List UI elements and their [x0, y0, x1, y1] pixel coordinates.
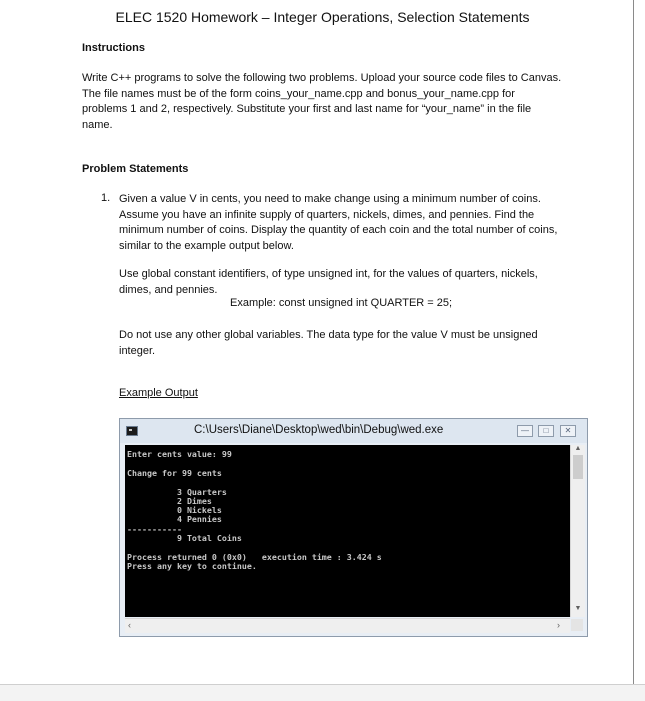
example-output-label: Example Output — [119, 387, 198, 399]
console-line: Process returned 0 (0x0) execution time : 3.424 s — [127, 552, 382, 562]
page-edge — [633, 0, 634, 700]
example-code-line: Example: const unsigned int QUARTER = 25; — [230, 297, 453, 309]
chevron-up-icon[interactable]: ▲ — [574, 445, 582, 452]
chevron-right-icon[interactable]: › — [557, 620, 560, 630]
console-separator: ----------- — [127, 524, 182, 534]
minimize-icon[interactable]: — — [517, 425, 533, 437]
console-line: 3 Quarters — [127, 487, 227, 497]
console-window — [119, 418, 588, 637]
chevron-left-icon[interactable]: ‹ — [128, 620, 131, 630]
console-app-icon — [126, 426, 138, 436]
console-line: 4 Pennies — [127, 514, 222, 524]
problem-statements-heading: Problem Statements — [82, 163, 189, 175]
constants-paragraph: Use global constant identifiers, of type unsigned int, for the values of quarters, nickels, dimes, and pennies. — [119, 268, 538, 296]
console-title: C:\Users\Diane\Desktop\wed\bin\Debug\wed.exe — [194, 424, 444, 436]
instructions-paragraph: Write C++ programs to solve the following two problems. Upload your source code files to Canvas. The file names must be of the form coins_your_name.cpp and bonus_your_name.cpp for problems 1 and 2, respectively. Substitute your first and last name for “your_name” in the file name. — [82, 72, 562, 131]
instructions-heading: Instructions — [82, 42, 145, 54]
list-number: 1. — [101, 192, 111, 204]
document-title: ELEC 1520 Homework – Integer Operations, Selection Statements — [115, 9, 530, 25]
maximize-icon[interactable]: □ — [538, 425, 554, 437]
size-grip[interactable] — [571, 619, 583, 631]
scroll-thumb[interactable] — [573, 455, 583, 479]
vertical-scrollbar[interactable] — [570, 445, 585, 617]
close-icon[interactable]: ✕ — [560, 425, 576, 437]
global-variables-paragraph: Do not use any other global variables. The data type for the value V must be unsigned integer. — [119, 329, 538, 357]
problem-1-paragraph: Given a value V in cents, you need to make change using a minimum number of coins. Assume you have an infinite supply of quarters, nickels, dimes, and pennies. Find the minimum number of coins. Display the quantity of each coin and the total number of coins, similar to the example output below. — [119, 193, 558, 252]
horizontal-scrollbar[interactable] — [125, 618, 570, 633]
console-titlebar[interactable] — [120, 419, 587, 443]
console-line: 2 Dimes — [127, 496, 212, 506]
console-line: Press any key to continue. — [127, 561, 257, 571]
page-bottom-strip — [0, 684, 645, 701]
console-line: 0 Nickels — [127, 505, 222, 515]
console-line: 9 Total Coins — [127, 533, 242, 543]
console-line: Enter cents value: 99 — [127, 449, 232, 459]
console-line: Change for 99 cents — [127, 468, 222, 478]
chevron-down-icon[interactable]: ▼ — [574, 605, 582, 612]
console-output — [125, 445, 570, 617]
